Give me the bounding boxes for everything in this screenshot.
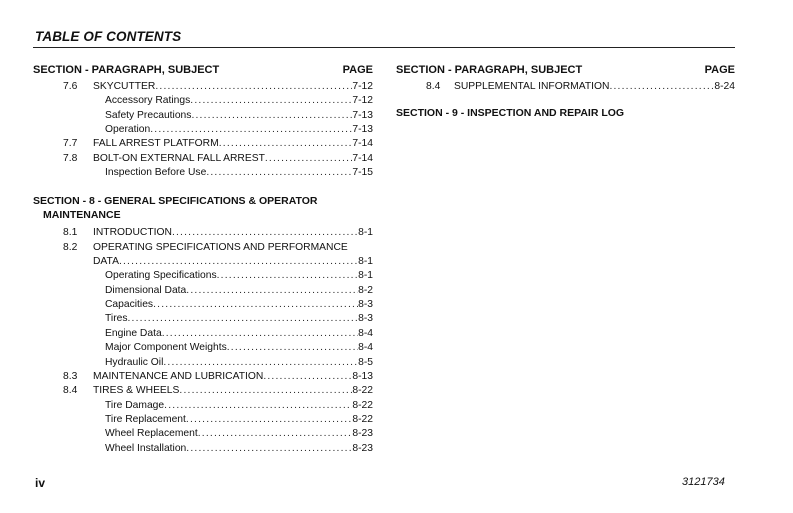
toc-entry[interactable] bbox=[33, 226, 373, 240]
toc-entry[interactable] bbox=[33, 123, 373, 137]
toc-entry-page: 8-3 bbox=[358, 313, 373, 325]
toc-entry[interactable] bbox=[33, 284, 373, 298]
column-page-heading: PAGE bbox=[342, 64, 373, 76]
toc-entry-page: 8-1 bbox=[358, 227, 373, 239]
toc-entry-line bbox=[105, 413, 373, 427]
toc-entry-title: Tire Damage bbox=[105, 399, 165, 411]
toc-entry-line bbox=[93, 226, 373, 240]
toc-entry-page: 7-12 bbox=[352, 81, 373, 92]
toc-entry-line bbox=[105, 312, 373, 326]
right-entries bbox=[396, 80, 735, 94]
toc-entry-page: 8-2 bbox=[358, 284, 373, 296]
column-subject-heading: SECTION - PARAGRAPH, SUBJECT bbox=[396, 64, 583, 76]
toc-entry-title: SKYCUTTER bbox=[93, 81, 156, 92]
toc-entry-line bbox=[105, 427, 373, 441]
toc-entry-title: Hydraulic Oil bbox=[105, 356, 164, 368]
toc-entry[interactable] bbox=[33, 427, 373, 441]
toc-entry-line bbox=[105, 341, 373, 355]
toc-entry-title: Engine Data bbox=[105, 327, 162, 339]
toc-entry-page: 8-4 bbox=[358, 327, 373, 339]
toc-entry[interactable] bbox=[33, 137, 373, 151]
toc-entry[interactable] bbox=[33, 356, 373, 370]
dot-leader bbox=[128, 312, 359, 326]
toc-entry-title: OPERATING SPECIFICATIONS AND PERFORMANCE bbox=[93, 241, 348, 253]
dot-leader bbox=[190, 94, 352, 108]
toc-entry-title: Accessory Ratings bbox=[105, 95, 191, 107]
toc-entry-line bbox=[105, 442, 373, 456]
dot-leader bbox=[186, 413, 353, 427]
toc-entry-page: 8-22 bbox=[352, 385, 373, 397]
toc-entry-line bbox=[105, 269, 373, 283]
dot-leader bbox=[219, 137, 353, 151]
toc-entry-line bbox=[93, 241, 373, 255]
toc-entry-page: 8-24 bbox=[714, 81, 735, 92]
toc-entry-title: Capacities bbox=[105, 299, 154, 311]
dot-leader bbox=[186, 284, 358, 298]
toc-entry-line bbox=[105, 327, 373, 341]
dot-leader bbox=[186, 442, 352, 456]
dot-leader bbox=[179, 384, 352, 398]
toc-entry[interactable] bbox=[33, 80, 373, 94]
toc-entry-line bbox=[93, 137, 373, 151]
dot-leader bbox=[609, 80, 714, 94]
toc-entry-page: 7-13 bbox=[352, 124, 373, 136]
toc-entry-page: 7-15 bbox=[352, 167, 373, 179]
dot-leader bbox=[162, 327, 358, 341]
dot-leader bbox=[191, 109, 352, 123]
toc-entry-number: 7.6 bbox=[63, 81, 78, 92]
toc-entry-title: Wheel Replacement bbox=[105, 428, 198, 440]
column-page-heading: PAGE bbox=[704, 64, 735, 76]
toc-entry-number: 8.3 bbox=[63, 370, 78, 382]
toc-entry[interactable] bbox=[33, 298, 373, 312]
toc-entry-title: Dimensional Data bbox=[105, 284, 187, 296]
toc-entry[interactable] bbox=[396, 80, 735, 94]
toc-entry-page: 7-14 bbox=[352, 152, 373, 164]
toc-entry-title: Tires bbox=[105, 313, 128, 325]
page-title: TABLE OF CONTENTS bbox=[35, 29, 182, 44]
toc-entry[interactable] bbox=[33, 255, 373, 269]
toc-entry-page: 8-5 bbox=[358, 356, 373, 368]
toc-entry-title: Tire Replacement bbox=[105, 413, 186, 425]
dot-leader bbox=[155, 80, 352, 94]
toc-entry[interactable] bbox=[33, 152, 373, 166]
toc-entry-page: 8-3 bbox=[358, 299, 373, 311]
section-8-heading-line1: SECTION - 8 - GENERAL SPECIFICATIONS & OPERATOR bbox=[33, 195, 318, 208]
toc-entry-line bbox=[105, 356, 373, 370]
toc-entry-page: 8-23 bbox=[352, 442, 373, 454]
toc-entry-line bbox=[93, 255, 373, 269]
toc-entry-page: 7-12 bbox=[352, 95, 373, 107]
toc-entry-line bbox=[105, 94, 373, 108]
dot-leader bbox=[163, 356, 358, 370]
toc-entry-title: Major Component Weights bbox=[105, 342, 227, 354]
left-column-header bbox=[33, 64, 373, 80]
dot-leader bbox=[153, 298, 358, 312]
toc-entry-line bbox=[105, 298, 373, 312]
toc-entry[interactable] bbox=[33, 166, 373, 180]
toc-entry-page: 7-13 bbox=[352, 109, 373, 121]
toc-entry-line bbox=[105, 399, 373, 413]
toc-entry-number: 8.4 bbox=[63, 385, 78, 397]
toc-entry-title: Operating Specifications bbox=[105, 270, 217, 282]
toc-entry-page: 8-13 bbox=[352, 370, 373, 382]
toc-entry-title: Operation bbox=[105, 124, 151, 136]
toc-entry-line bbox=[105, 166, 373, 180]
dot-leader bbox=[263, 370, 352, 384]
dot-leader bbox=[119, 255, 358, 269]
column-subject-heading: SECTION - PARAGRAPH, SUBJECT bbox=[33, 64, 220, 76]
dot-leader bbox=[206, 166, 352, 180]
right-column-header bbox=[396, 64, 735, 80]
toc-entry-line bbox=[93, 152, 373, 166]
toc-entry-line bbox=[93, 384, 373, 398]
section-8-entries bbox=[33, 226, 373, 456]
toc-entry[interactable] bbox=[33, 442, 373, 456]
toc-entry-page: 8-1 bbox=[358, 270, 373, 282]
toc-entry[interactable] bbox=[33, 312, 373, 326]
document-number: 3121734 bbox=[682, 476, 725, 488]
toc-entry-line bbox=[105, 284, 373, 298]
toc-entry-page: 8-1 bbox=[358, 256, 373, 268]
title-rule bbox=[33, 47, 735, 48]
toc-entry-number: 8.1 bbox=[63, 227, 78, 239]
toc-entry-title: Inspection Before Use bbox=[105, 167, 207, 179]
toc-entry-title: TIRES & WHEELS bbox=[93, 385, 180, 397]
toc-entry-number: 7.8 bbox=[63, 152, 78, 164]
toc-entry-title: DATA bbox=[93, 256, 119, 268]
right-column bbox=[396, 64, 735, 120]
toc-entry-number: 8.4 bbox=[426, 81, 441, 92]
toc-entry[interactable] bbox=[33, 94, 373, 108]
toc-entry[interactable] bbox=[33, 109, 373, 123]
toc-entry-number: 7.7 bbox=[63, 138, 78, 150]
toc-entry[interactable] bbox=[33, 269, 373, 283]
toc-entry[interactable] bbox=[33, 241, 373, 255]
toc-entry-page: 8-23 bbox=[352, 428, 373, 440]
section-8-heading bbox=[33, 194, 373, 222]
dot-leader bbox=[172, 226, 358, 240]
toc-entry[interactable] bbox=[33, 399, 373, 413]
section-7-entries bbox=[33, 80, 373, 180]
toc-entry-line bbox=[105, 123, 373, 137]
toc-entry-title: Safety Precautions bbox=[105, 109, 192, 121]
dot-leader bbox=[164, 399, 352, 413]
toc-entry-line bbox=[93, 370, 373, 384]
left-column bbox=[33, 64, 373, 456]
dot-leader bbox=[217, 269, 358, 283]
toc-entry-title: BOLT-ON EXTERNAL FALL ARREST bbox=[93, 152, 265, 164]
toc-entry-title: MAINTENANCE AND LUBRICATION bbox=[93, 370, 264, 382]
toc-entry-title: SUPPLEMENTAL INFORMATION bbox=[454, 81, 610, 92]
toc-entry[interactable] bbox=[33, 341, 373, 355]
toc-entry-line bbox=[93, 80, 373, 94]
toc-entry-title: Wheel Installation bbox=[105, 442, 187, 454]
toc-entry-page: 8-22 bbox=[352, 399, 373, 411]
dot-leader bbox=[198, 427, 353, 441]
section-8-heading-line2: MAINTENANCE bbox=[43, 209, 121, 222]
toc-entry[interactable] bbox=[33, 327, 373, 341]
toc-entry[interactable] bbox=[33, 384, 373, 398]
toc-entry-number: 8.2 bbox=[63, 241, 78, 253]
toc-entry-title: INTRODUCTION bbox=[93, 227, 172, 239]
toc-entry[interactable] bbox=[33, 413, 373, 427]
toc-entry[interactable] bbox=[33, 370, 373, 384]
page-number: iv bbox=[35, 476, 46, 490]
dot-leader bbox=[227, 341, 358, 355]
toc-entry-line bbox=[454, 80, 735, 94]
toc-entry-page: 8-22 bbox=[352, 413, 373, 425]
section-9-heading: SECTION - 9 - INSPECTION AND REPAIR LOG bbox=[396, 107, 625, 120]
toc-entry-page: 7-14 bbox=[352, 138, 373, 150]
toc-entry-page: 8-4 bbox=[358, 342, 373, 354]
toc-entry-title: FALL ARREST PLATFORM bbox=[93, 138, 219, 150]
dot-leader bbox=[265, 152, 353, 166]
toc-entry-line bbox=[105, 109, 373, 123]
dot-leader bbox=[150, 123, 352, 137]
